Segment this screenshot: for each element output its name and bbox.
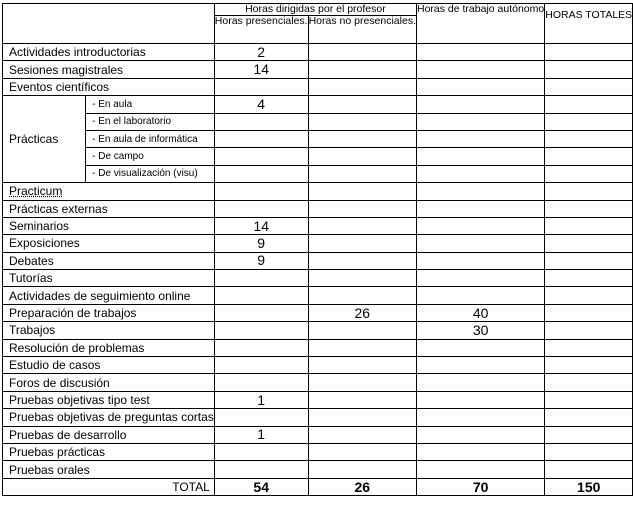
table-row (3, 78, 633, 95)
row-label: Estudio de casos (3, 357, 215, 374)
cell-no-presenciales (308, 96, 416, 113)
table-row (3, 461, 633, 478)
cell-autonomo (416, 270, 544, 287)
cell-autonomo (416, 61, 544, 78)
cell-presenciales (214, 148, 308, 165)
table-row (3, 391, 633, 408)
practicas-subrow (3, 96, 633, 113)
row-label: Pruebas objetivas tipo test (3, 391, 215, 408)
cell-no-presenciales (308, 443, 416, 460)
practicas-sublabel: - En aula de informática (86, 130, 215, 147)
cell-presenciales: 1 (214, 426, 308, 443)
cell-autonomo (416, 409, 544, 426)
total-no-presenciales: 26 (308, 478, 416, 495)
cell-autonomo (416, 183, 544, 200)
cell-totales (545, 322, 633, 339)
cell-totales (545, 61, 633, 78)
row-label: Sesiones magistrales (3, 61, 215, 78)
cell-autonomo (416, 96, 544, 113)
cell-no-presenciales (308, 461, 416, 478)
cell-totales (545, 96, 633, 113)
cell-presenciales: 1 (214, 391, 308, 408)
cell-no-presenciales (308, 391, 416, 408)
cell-no-presenciales (308, 165, 416, 182)
row-label: Trabajos (3, 322, 215, 339)
cell-totales (545, 130, 633, 147)
cell-presenciales: 14 (214, 217, 308, 234)
cell-autonomo (416, 217, 544, 234)
cell-totales (545, 113, 633, 130)
cell-presenciales (214, 304, 308, 321)
cell-autonomo (416, 461, 544, 478)
cell-no-presenciales (308, 78, 416, 95)
cell-presenciales (214, 443, 308, 460)
header-empty-cell (3, 4, 215, 44)
cell-no-presenciales (308, 130, 416, 147)
table-row (3, 200, 633, 217)
cell-no-presenciales (308, 426, 416, 443)
cell-presenciales (214, 165, 308, 182)
row-label: Exposiciones (3, 235, 215, 252)
header-totales: HORAS TOTALES (545, 4, 633, 44)
cell-no-presenciales (308, 200, 416, 217)
row-label: Seminarios (3, 217, 215, 234)
cell-totales (545, 443, 633, 460)
cell-no-presenciales (308, 217, 416, 234)
table-row (3, 304, 633, 321)
cell-totales (545, 357, 633, 374)
row-label: Pruebas prácticas (3, 443, 215, 460)
cell-presenciales (214, 113, 308, 130)
cell-no-presenciales (308, 235, 416, 252)
header-autonomo: Horas de trabajo autónomo (416, 4, 544, 44)
table-row (3, 426, 633, 443)
cell-presenciales: 9 (214, 235, 308, 252)
cell-autonomo (416, 357, 544, 374)
header-presenciales: Horas presenciales. (214, 16, 308, 44)
cell-autonomo (416, 287, 544, 304)
cell-totales (545, 235, 633, 252)
table-row (3, 183, 633, 200)
row-label: Preparación de trabajos (3, 304, 215, 321)
cell-autonomo (416, 148, 544, 165)
cell-totales (545, 165, 633, 182)
cell-autonomo (416, 200, 544, 217)
cell-no-presenciales (308, 287, 416, 304)
cell-autonomo (416, 443, 544, 460)
cell-presenciales (214, 183, 308, 200)
cell-autonomo (416, 78, 544, 95)
practicas-sublabel: - De visualización (visu) (86, 165, 215, 182)
table-row (3, 217, 633, 234)
cell-presenciales (214, 374, 308, 391)
cell-no-presenciales (308, 148, 416, 165)
cell-totales (545, 217, 633, 234)
cell-autonomo: 40 (416, 304, 544, 321)
cell-presenciales: 9 (214, 252, 308, 269)
cell-no-presenciales (308, 270, 416, 287)
cell-no-presenciales (308, 252, 416, 269)
cell-presenciales (214, 200, 308, 217)
table-row (3, 322, 633, 339)
table-row (3, 443, 633, 460)
table-row (3, 61, 633, 78)
cell-totales (545, 461, 633, 478)
table-row (3, 235, 633, 252)
cell-presenciales (214, 357, 308, 374)
cell-totales (545, 391, 633, 408)
cell-autonomo: 30 (416, 322, 544, 339)
table-row (3, 339, 633, 356)
cell-totales (545, 426, 633, 443)
cell-totales (545, 339, 633, 356)
row-label: Pruebas de desarrollo (3, 426, 215, 443)
cell-totales (545, 374, 633, 391)
cell-totales (545, 44, 633, 61)
cell-no-presenciales (308, 322, 416, 339)
cell-autonomo (416, 113, 544, 130)
cell-no-presenciales (308, 113, 416, 130)
row-label: Debates (3, 252, 215, 269)
table-row (3, 374, 633, 391)
cell-totales (545, 287, 633, 304)
cell-presenciales (214, 130, 308, 147)
cell-no-presenciales (308, 409, 416, 426)
practicas-sublabel: - En aula (86, 96, 215, 113)
practicas-subrow (3, 130, 633, 147)
practicas-subrow (3, 148, 633, 165)
table-row (3, 252, 633, 269)
cell-autonomo (416, 235, 544, 252)
cell-totales (545, 148, 633, 165)
hours-table (2, 3, 633, 496)
practicas-subrow (3, 113, 633, 130)
practicas-sublabel: - En el laboratorio (86, 113, 215, 130)
cell-totales (545, 183, 633, 200)
table-row (3, 287, 633, 304)
header-group-row (3, 4, 633, 16)
row-label: Tutorías (3, 270, 215, 287)
cell-autonomo (416, 374, 544, 391)
cell-presenciales: 4 (214, 96, 308, 113)
cell-presenciales (214, 287, 308, 304)
cell-autonomo (416, 165, 544, 182)
cell-presenciales: 2 (214, 44, 308, 61)
cell-presenciales (214, 78, 308, 95)
cell-totales (545, 270, 633, 287)
row-label: Actividades introductorias (3, 44, 215, 61)
cell-presenciales (214, 322, 308, 339)
cell-no-presenciales (308, 339, 416, 356)
total-label: TOTAL (3, 478, 215, 495)
practicas-label: Prácticas (3, 96, 86, 183)
practicas-subrow (3, 165, 633, 182)
header-no-presenciales: Horas no presenciales. (308, 16, 416, 44)
cell-no-presenciales: 26 (308, 304, 416, 321)
total-presenciales: 54 (214, 478, 308, 495)
cell-autonomo (416, 391, 544, 408)
table-row (3, 409, 633, 426)
row-label: Prácticas externas (3, 200, 215, 217)
cell-no-presenciales (308, 61, 416, 78)
cell-no-presenciales (308, 183, 416, 200)
cell-presenciales: 14 (214, 61, 308, 78)
cell-autonomo (416, 339, 544, 356)
cell-presenciales (214, 461, 308, 478)
total-row (3, 478, 633, 495)
cell-presenciales (214, 339, 308, 356)
row-label: Resolución de problemas (3, 339, 215, 356)
cell-totales (545, 252, 633, 269)
table-row (3, 270, 633, 287)
total-autonomo: 70 (416, 478, 544, 495)
cell-autonomo (416, 44, 544, 61)
practicas-sublabel: - De campo (86, 148, 215, 165)
cell-presenciales (214, 409, 308, 426)
cell-totales (545, 304, 633, 321)
cell-no-presenciales (308, 44, 416, 61)
row-label: Pruebas orales (3, 461, 215, 478)
row-label: Practicum (3, 183, 215, 200)
cell-totales (545, 78, 633, 95)
cell-autonomo (416, 252, 544, 269)
cell-no-presenciales (308, 357, 416, 374)
row-label: Foros de discusión (3, 374, 215, 391)
cell-presenciales (214, 270, 308, 287)
cell-no-presenciales (308, 374, 416, 391)
total-totales: 150 (545, 478, 633, 495)
cell-totales (545, 409, 633, 426)
cell-autonomo (416, 130, 544, 147)
header-group-cell: Horas dirigidas por el profesor (214, 4, 416, 16)
cell-totales (545, 200, 633, 217)
table-row (3, 44, 633, 61)
row-label: Pruebas objetivas de preguntas cortas (3, 409, 215, 426)
table-row (3, 357, 633, 374)
cell-autonomo (416, 426, 544, 443)
row-label: Eventos científicos (3, 78, 215, 95)
row-label: Actividades de seguimiento online (3, 287, 215, 304)
